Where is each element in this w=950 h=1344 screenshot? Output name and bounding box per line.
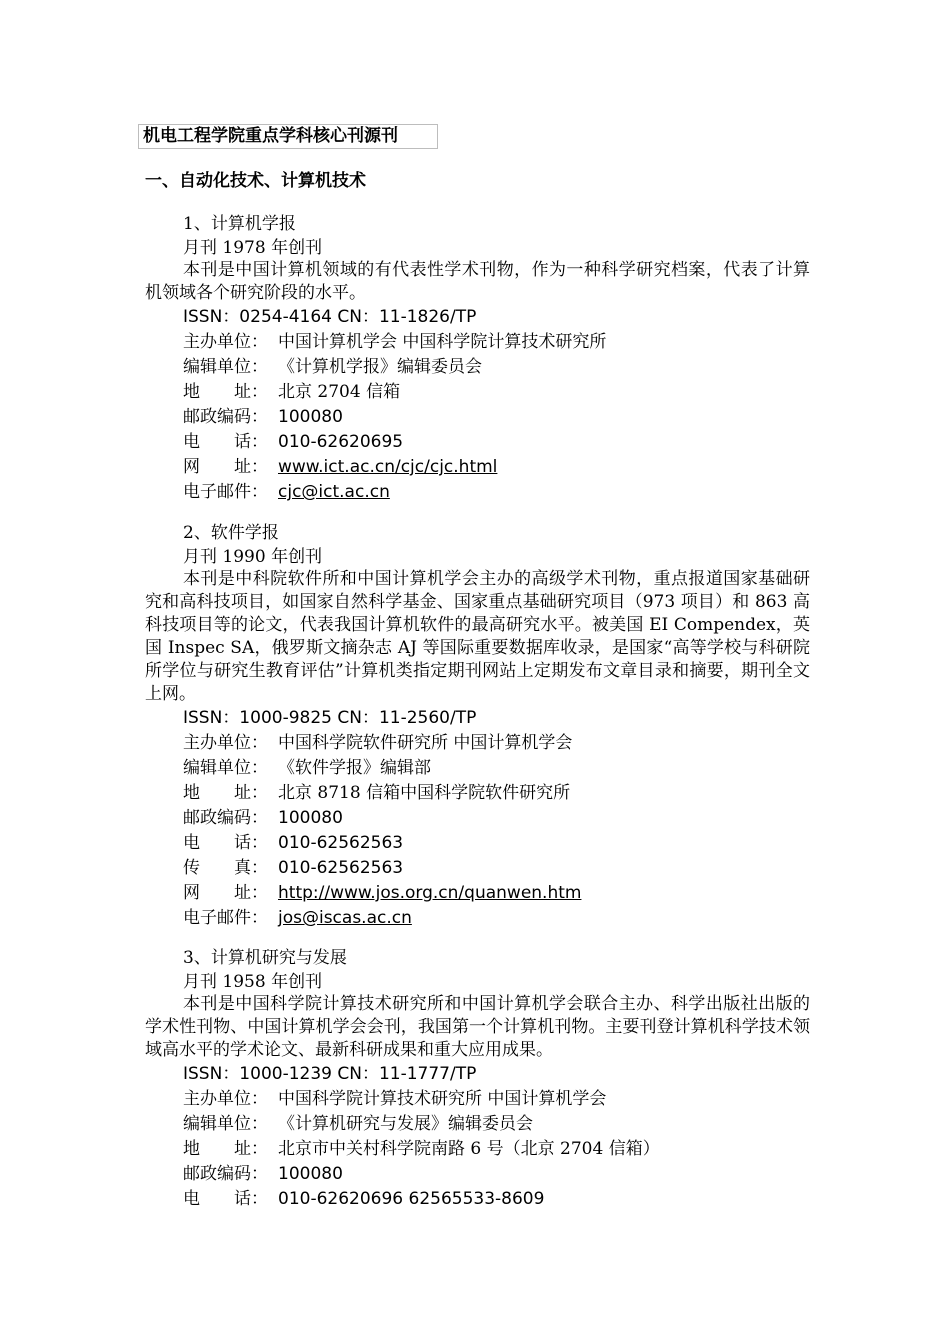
phone-row xyxy=(145,1187,810,1212)
fax-label: 传 真： xyxy=(183,858,268,878)
editor-label: 编辑单位： xyxy=(183,758,268,778)
email-link[interactable]: cjc@ict.ac.cn xyxy=(278,482,390,502)
sponsor-row xyxy=(145,1087,810,1112)
address-value: 北京 2704 信箱 xyxy=(278,382,401,402)
postcode-row xyxy=(145,806,810,831)
journal-name: 1、计算机学报 xyxy=(183,214,296,234)
editor-value: 《计算机研究与发展》编辑委员会 xyxy=(278,1114,533,1134)
email-label: 电子邮件： xyxy=(183,482,268,502)
sponsor-label: 主办单位： xyxy=(183,1089,268,1109)
journal-issn: ISSN：1000-9825 CN：11-2560/TP xyxy=(183,708,477,728)
editor-value: 《计算机学报》编辑委员会 xyxy=(278,357,482,377)
phone-value: 010-62620695 xyxy=(278,432,404,452)
sponsor-label: 主办单位： xyxy=(183,733,268,753)
address-value: 北京市中关村科学院南路 6 号（北京 2704 信箱） xyxy=(278,1139,660,1159)
editor-label: 编辑单位： xyxy=(183,357,268,377)
sponsor-value: 中国计算机学会 中国科学院计算技术研究所 xyxy=(278,332,607,352)
address-label: 地 址： xyxy=(183,783,268,803)
sponsor-value: 中国科学院计算技术研究所 中国计算机学会 xyxy=(278,1089,607,1109)
editor-value: 《软件学报》编辑部 xyxy=(278,758,431,778)
website-row xyxy=(145,881,810,906)
postcode-value: 100080 xyxy=(278,407,343,427)
sponsor-row xyxy=(145,330,810,355)
phone-value: 010-62620696 62565533-8609 xyxy=(278,1189,545,1209)
editor-row xyxy=(145,355,810,380)
postcode-row xyxy=(145,1162,810,1187)
phone-row xyxy=(145,430,810,455)
website-link[interactable]: http://www.jos.org.cn/quanwen.htm xyxy=(278,883,582,903)
journal-frequency: 月刊 1978 年创刊 xyxy=(183,238,323,258)
journal-entry xyxy=(145,521,810,931)
website-row xyxy=(145,455,810,480)
address-row xyxy=(145,380,810,405)
journal-frequency: 月刊 1958 年创刊 xyxy=(183,972,323,992)
address-row xyxy=(145,1137,810,1162)
phone-label: 电 话： xyxy=(183,833,268,853)
address-label: 地 址： xyxy=(183,1139,268,1159)
phone-value: 010-62562563 xyxy=(278,833,404,853)
journal-description: 本刊是中国计算机领域的有代表性学术刊物，作为一种科学研究档案，代表了计算机领域各个研究阶段的水平。 xyxy=(145,260,810,303)
website-label: 网 址： xyxy=(183,883,268,903)
journal-description: 本刊是中国科学院计算技术研究所和中国计算机学会联合主办、科学出版社出版的学术性刊物、中国计算机学会会刊，我国第一个计算机刊物。主要刊登计算机科学技术领域高水平的学术论文、最新科研成果和重大应用成果。 xyxy=(145,994,810,1060)
journal-name: 3、计算机研究与发展 xyxy=(183,948,347,968)
section-heading: 一、自动化技术、计算机技术 xyxy=(145,171,366,191)
journal-frequency: 月刊 1990 年创刊 xyxy=(183,547,323,567)
postcode-label: 邮政编码： xyxy=(183,1164,268,1184)
email-row xyxy=(145,906,810,931)
sponsor-row xyxy=(145,731,810,756)
email-row xyxy=(145,480,810,505)
postcode-label: 邮政编码： xyxy=(183,808,268,828)
postcode-value: 100080 xyxy=(278,1164,343,1184)
address-label: 地 址： xyxy=(183,382,268,402)
postcode-value: 100080 xyxy=(278,808,343,828)
editor-row xyxy=(145,1112,810,1137)
address-value: 北京 8718 信箱中国科学院软件研究所 xyxy=(278,783,571,803)
journal-entry xyxy=(145,212,810,505)
editor-row xyxy=(145,756,810,781)
website-link[interactable]: www.ict.ac.cn/cjc/cjc.html xyxy=(278,457,498,477)
journal-description: 本刊是中科院软件所和中国计算机学会主办的高级学术刊物，重点报道国家基础研究和高科技项目，如国家自然科学基金、国家重点基础研究项目（973 项目）和 863 高科技项目等的论文，代表我国计算机软件的最高研究水平。被美国 EI Compendex，英国 Inspec SA，俄罗斯文摘杂志 AJ 等国际重要数据库收录，是国家“高等学校与科研院所学位与研究生教育评估”计算机类指定期刊网站上定期发布文章目录和摘要，期刊全文上网。 xyxy=(145,569,810,704)
fax-value: 010-62562563 xyxy=(278,858,404,878)
phone-label: 电 话： xyxy=(183,432,268,452)
sponsor-value: 中国科学院软件研究所 中国计算机学会 xyxy=(278,733,573,753)
email-label: 电子邮件： xyxy=(183,908,268,928)
postcode-row xyxy=(145,405,810,430)
journal-name: 2、软件学报 xyxy=(183,523,279,543)
journal-entry xyxy=(145,946,810,1212)
journal-issn: ISSN：0254-4164 CN：11-1826/TP xyxy=(183,307,477,327)
journal-issn: ISSN：1000-1239 CN：11-1777/TP xyxy=(183,1064,477,1084)
website-label: 网 址： xyxy=(183,457,268,477)
document-title: 机电工程学院重点学科核心刊源刊 xyxy=(138,124,438,149)
address-row xyxy=(145,781,810,806)
editor-label: 编辑单位： xyxy=(183,1114,268,1134)
sponsor-label: 主办单位： xyxy=(183,332,268,352)
phone-row xyxy=(145,831,810,856)
postcode-label: 邮政编码： xyxy=(183,407,268,427)
email-link[interactable]: jos@iscas.ac.cn xyxy=(278,908,412,928)
fax-row xyxy=(145,856,810,881)
phone-label: 电 话： xyxy=(183,1189,268,1209)
